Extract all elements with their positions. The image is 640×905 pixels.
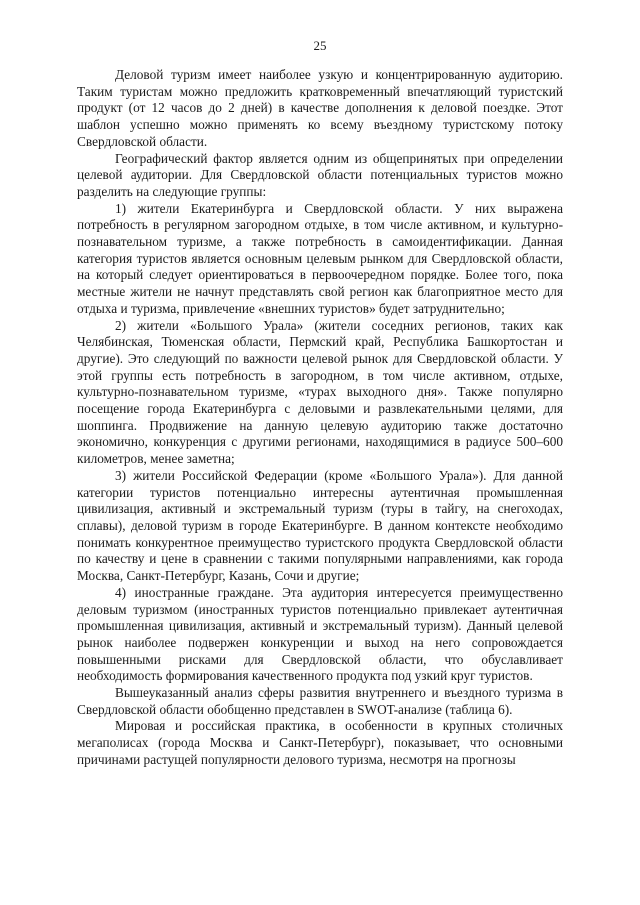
paragraph-swot-reference: Вышеуказанный анализ сферы развития внутреннего и въездного туризма в Свердловской области обобщенно представлен в SWOT-анализе (таблица 6).: [77, 685, 563, 717]
list-item-group-2: 2) жители «Большого Урала» (жители соседних регионов, таких как Челябинская, Тюменская области, Пермский край, Республика Башкортостан и другие). Это следующий по важности целевой рынок для Свердловской области. У этой группы есть потребность в загородном, в том числе активном, отдыхе, культурно-познавательном туризме, «турах выходного дня». Также популярно посещение города Екатеринбурга с деловыми и развлекательными целями, для шоппинга. Продвижение на данную целевую аудиторию также достаточно экономично, конкуренция с другими регионами, находящимися в радиусе 500–600 километров, менее заметна;: [77, 317, 563, 467]
list-item-group-4: 4) иностранные граждане. Эта аудитория интересуется преимущественно деловым туризмом (иностранных туристов потенциально привлекает аутентичная промышленная цивилизация, активный и экстремальный туризм). Данный целевой рынок наиболее подвержен конкуренции и выход на него сопровождается повышенными рисками для Свердловской области, что обуславливает необходимость формирования качественного продукта под узкий круг туристов.: [77, 584, 563, 684]
paragraph-business-tourism: Деловой туризм имеет наиболее узкую и концентрированную аудиторию. Таким туристам можно предложить кратковременный впечатляющий туристский продукт (от 12 часов до 2 дней) в качестве дополнения к деловой поездке. Этот шаблон успешно можно применять ко всему въездному туристскому потоку Свердловской области.: [77, 67, 563, 149]
body-text: [77, 67, 563, 769]
page-number: 25: [313, 38, 327, 53]
paragraph-geographic-factor: Географический фактор является одним из общепринятых при определении целевой аудитории. Для Свердловской области потенциальных туристов можно разделить на следующие группы:: [77, 150, 563, 199]
list-item-group-3: 3) жители Российской Федерации (кроме «Большого Урала»). Для данной категории туристов потенциально интересны аутентичная промышленная цивилизация, активный и экстремальный туризм (туры в тайгу, на снегоходах, сплавы), деловой туризм в городе Екатеринбурге. В данном контексте необходимо понимать конкурентное преимущество туристского продукта Свердловской области по качеству и цене в сравнении с такими популярными направлениями, как города Москва, Санкт-Петербург, Казань, Сочи и другие;: [77, 467, 563, 584]
list-item-group-1: 1) жители Екатеринбурга и Свердловской области. У них выражена потребность в регулярном загородном отдыхе, в том числе активном, и культурно-познавательном туризме, а также потребность в самоидентификации. Данная категория туристов является основным целевым рынком для Свердловской области, на который следует ориентироваться в первоочередном порядке. Более того, пока местные жители не начнут представлять свой регион как благоприятное место для отдыха и туризма, привлечение «внешних туристов» будет затруднительно;: [77, 200, 563, 316]
paragraph-world-practice: Мировая и российская практика, в особенности в крупных столичных мегаполисах (города Москва и Санкт-Петербург), показывает, что основными причинами растущей популярности делового туризма, несмотря на прогнозы: [77, 718, 563, 767]
